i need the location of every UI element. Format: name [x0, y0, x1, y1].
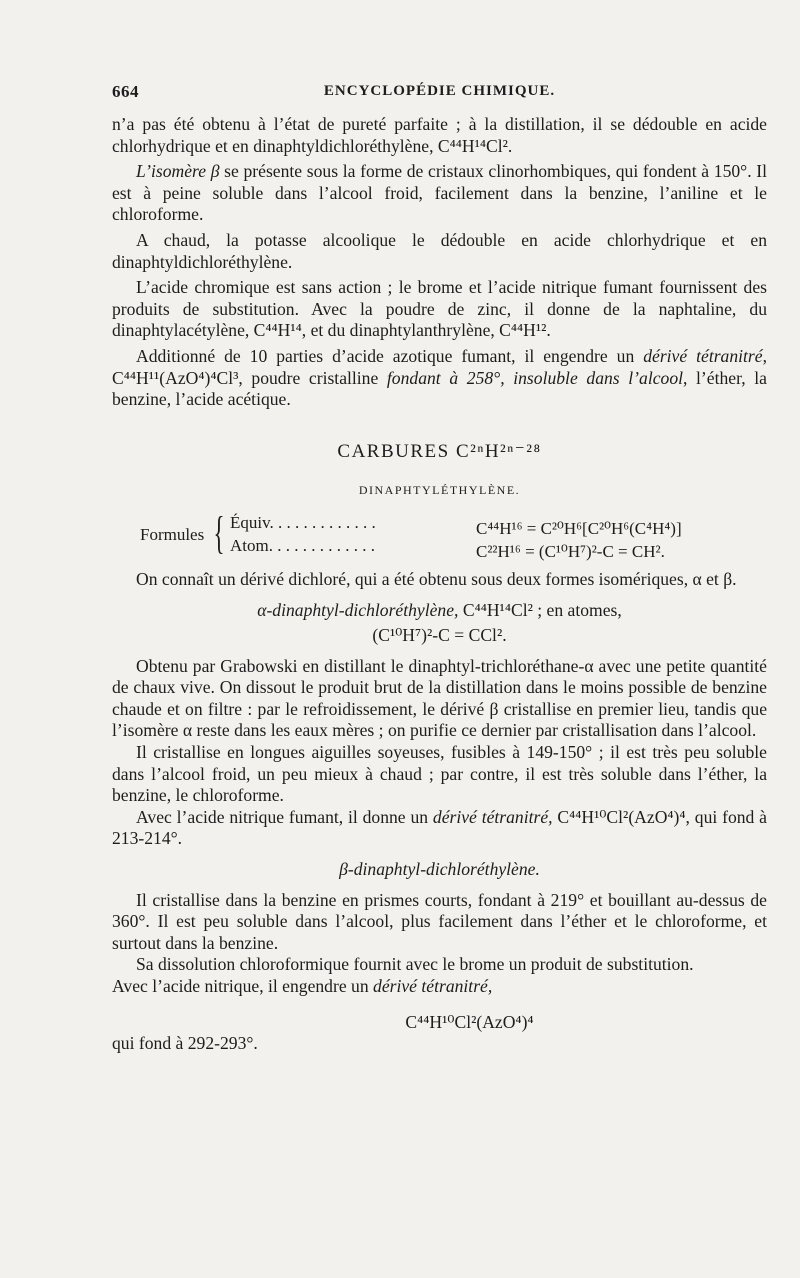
formula-label: Formules [140, 524, 205, 544]
emphasis: fondant à 258°, insoluble dans l’alcool [386, 367, 683, 388]
isomer-term: L’isomère β [136, 161, 220, 182]
paragraph-text: C⁴⁴H¹⁰Cl²(AzO⁴)⁴, qui fond à 213-214°. [112, 806, 767, 849]
paragraph-text: se présente sous la forme de cristaux clinorhombiques, qui fondent à 150°. Il est à peine soluble dans l’alcool froid, facilement dans la benzine, l’aniline et le chloroforme. [112, 161, 768, 225]
formula-value: C⁴⁴H¹⁶ = C²⁰H⁶[C²⁰H⁶(C⁴H⁴)] [476, 518, 682, 538]
paragraph: Il cristallise dans la benzine en prismes courts, fondant à 219° et bouillant au-dessus de 360°. Il est peu soluble dans l’alcool, plus facilement dans l’éther et le chloroforme, et surtout dans la benzine. [112, 889, 767, 953]
paragraph-text: Avec l’acide nitrique fumant, il donne un [136, 806, 433, 827]
page-number: 664 [112, 82, 139, 101]
formula-name: Équiv. . . . . . . . . . . . . [230, 512, 376, 532]
paragraph-text: , C⁴⁴H¹¹(AzO⁴)⁴Cl³, poudre cristalline [112, 345, 767, 388]
paragraph: On connaît un dérivé dichloré, qui a été obtenu sous deux formes isomériques, α et β. [136, 568, 737, 589]
paragraph: Obtenu par Grabowski en distillant le dinaphtyl-trichloréthane-α avec une petite quantité de chaux vive. On dissout le produit brut de la distillation dans le moins possible de benzine chaude et on filtre : par le refroidissement, le dérivé β cristallise en premier lieu, tandis que l’isomère α reste dans les eaux mères ; on purifie ce dernier par cristallisation dans l’alcool. [112, 655, 767, 741]
paragraph: A chaud, la potasse alcoolique le dédouble en acide chlorhydrique et en dinaphtyldichloréthylène. [112, 229, 767, 272]
paragraph [112, 976, 767, 998]
formula-block [112, 506, 767, 561]
compound-formula: C⁴⁴H¹⁴Cl² ; en atomes, [458, 599, 622, 620]
compound-line [112, 600, 767, 622]
paragraph [112, 161, 767, 226]
paragraph: Il cristallise en longues aiguilles soyeuses, fusibles à 149-150° ; il est très peu soluble dans l’alcool froid, un peu mieux à chaud ; par contre, il est très soluble dans l’éther, la benzine, le chloroforme. [112, 742, 767, 806]
paragraph [112, 346, 767, 411]
paragraph-text: Additionné de 10 parties d’acide azotique fumant, il engendre un [136, 345, 644, 366]
emphasis: dérivé tétranitré, [373, 976, 493, 996]
compound-name: α-dinaphtyl-dichloréthylène, [257, 599, 459, 620]
formula-name: Atom. . . . . . . . . . . . . [230, 535, 375, 555]
compound-name: β-dinaphtyl-dichloréthylène. [339, 859, 540, 880]
formula-value: C²²H¹⁶ = (C¹⁰H⁷)²-C = CH². [476, 541, 665, 561]
emphasis: dérivé tétranitré, [432, 806, 553, 827]
section-heading: CARBURES C²ⁿH²ⁿ⁻²⁸ [337, 440, 542, 462]
section-subheading: DINAPHTYLÉTHYLÈNE. [358, 483, 521, 498]
brace-glyph: { [213, 506, 225, 558]
paragraph-end: qui fond à 292-293°. [112, 1033, 258, 1054]
paragraph: L’acide chromique est sans action ; le brome et l’acide nitrique fumant fournissent des produits de substitution. Avec la poudre de zinc, il donne de la naphtaline, du dinaphtylacétylène, C⁴⁴H¹⁴, et du dinaphtylanthrylène, C⁴⁴H¹². [112, 277, 767, 341]
final-formula: C⁴⁴H¹⁰Cl²(AzO⁴)⁴ [405, 1011, 534, 1032]
body-text [112, 114, 767, 1055]
formula-row-atom [230, 535, 665, 562]
running-title: ENCYCLOPÉDIE CHIMIQUE. [323, 83, 556, 99]
running-header [112, 82, 767, 108]
paragraph [112, 807, 767, 850]
paragraph: Sa dissolution chloroformique fournit avec le brome un produit de substitution. [136, 954, 694, 975]
paragraph-text: Avec l’acide nitrique, il engendre un [112, 976, 374, 996]
paragraph: n’a pas été obtenu à l’état de pureté parfaite ; à la distillation, il se dédouble en acide chlorhydrique et en dinaphtyldichloréthylène, C⁴⁴H¹⁴Cl². [112, 114, 767, 156]
emphasis: dérivé tétranitré [643, 345, 763, 366]
compound-atoms: (C¹⁰H⁷)²-C = CCl². [372, 625, 507, 646]
paragraph-text: , l’éther, la benzine, l’acide acétique. [112, 367, 767, 410]
compound-heading [112, 859, 767, 881]
